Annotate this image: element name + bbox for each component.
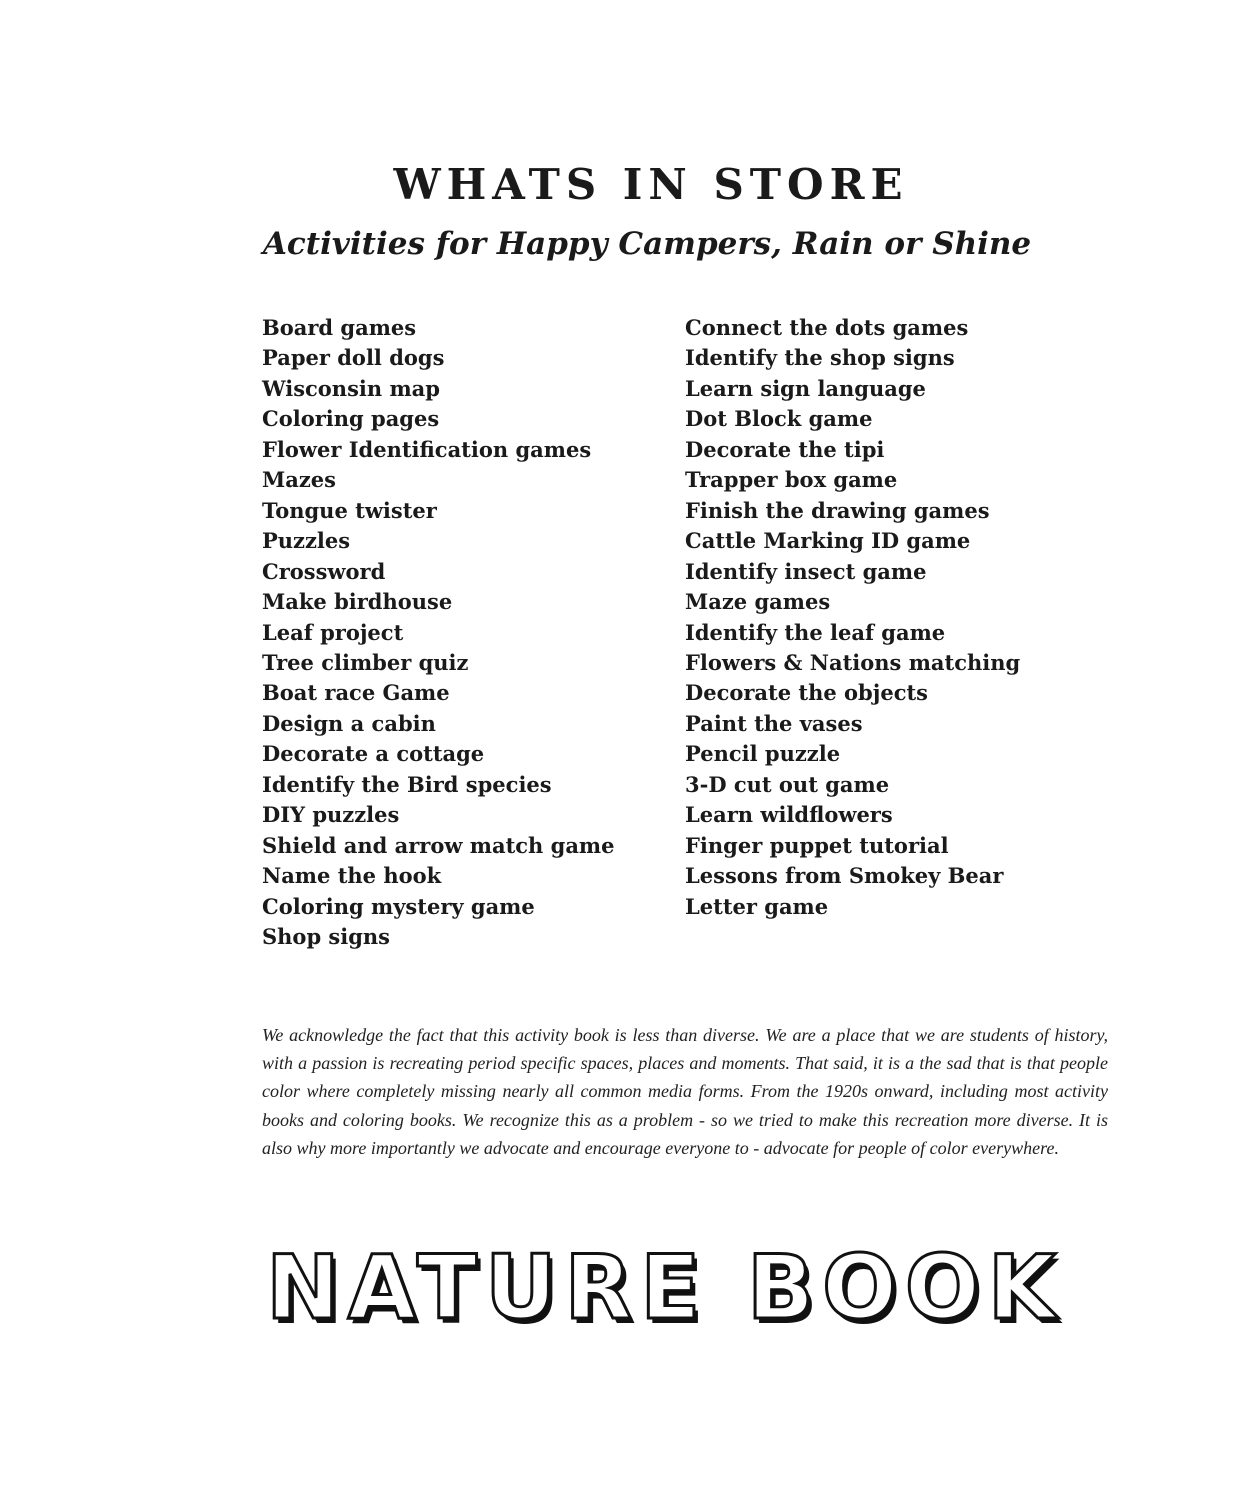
activity-list-item: Tree climber quiz bbox=[262, 649, 469, 675]
activity-list-item: Flower Identification games bbox=[262, 436, 592, 462]
activity-list-item: Puzzles bbox=[262, 528, 351, 554]
activity-list-item: Decorate a cottage bbox=[262, 741, 485, 767]
activity-list-item: Decorate the objects bbox=[685, 680, 929, 706]
activity-list-item: Finger puppet tutorial bbox=[685, 832, 949, 858]
activity-list-item: Connect the dots games bbox=[685, 315, 969, 340]
activity-list-item: Finish the drawing games bbox=[685, 497, 990, 523]
activity-list-item: Boat race Game bbox=[262, 680, 450, 706]
activity-list-item: Leaf project bbox=[262, 619, 404, 645]
page-subtitle: Activities for Happy Campers, Rain or Shine bbox=[262, 226, 1032, 262]
diversity-note: We acknowledge the fact that this activity book is less than diverse. We are a place that we are students of history, with a passion is recreating period specific spaces, places and moments. That said, it is a the sad that is that people color where completely missing nearly all common media forms. From the 1920s onward, including most activity books and coloring books. We recognize this as a problem - so we tried to make this recreation more diverse. It is also why more importantly we advocate and encourage everyone to - advocate for people of color everywhere. bbox=[262, 1025, 1108, 1158]
activity-list-item: Identify insect game bbox=[685, 558, 927, 584]
activity-list-item: Decorate the tipi bbox=[685, 436, 885, 462]
activity-list-item: Coloring pages bbox=[262, 406, 440, 432]
activity-list-item: Lessons from Smokey Bear bbox=[685, 863, 1004, 889]
activity-list-item: 3-D cut out game bbox=[685, 771, 890, 797]
activity-list-item: DIY puzzles bbox=[262, 802, 400, 828]
activity-list-item: Learn sign language bbox=[685, 375, 926, 401]
activity-list-item: Shop signs bbox=[262, 924, 391, 950]
activity-list-item: Dot Block game bbox=[685, 406, 873, 432]
activity-list-item: Identify the shop signs bbox=[685, 345, 955, 371]
nature-book-wordmark: NATURE BOOK bbox=[266, 1236, 1064, 1339]
activity-list-item: Cattle Marking ID game bbox=[685, 528, 971, 554]
activity-list-item: Make birdhouse bbox=[262, 589, 453, 615]
activity-list-right bbox=[685, 313, 1020, 922]
activity-list-item: Name the hook bbox=[262, 863, 442, 889]
activity-list-item: Coloring mystery game bbox=[262, 893, 535, 919]
activity-list-item: Learn wildflowers bbox=[685, 802, 893, 828]
activity-list-item: Identify the Bird species bbox=[262, 771, 552, 797]
activity-list-item: Identify the leaf game bbox=[685, 619, 946, 645]
page-title: WHATS IN STORE bbox=[393, 160, 909, 209]
activity-list-item: Paint the vases bbox=[685, 710, 863, 736]
activity-list-item: Flowers & Nations matching bbox=[685, 649, 1021, 675]
activity-list-item: Letter game bbox=[685, 893, 829, 919]
activity-list-item: Paper doll dogs bbox=[262, 345, 445, 371]
activity-list-item: Pencil puzzle bbox=[685, 741, 841, 767]
activity-list-item: Tongue twister bbox=[262, 497, 437, 523]
activity-list-item: Shield and arrow match game bbox=[262, 832, 615, 858]
activity-list-item: Trapper box game bbox=[685, 467, 898, 493]
activity-list-item: Wisconsin map bbox=[262, 375, 440, 401]
activity-list-left bbox=[262, 313, 615, 953]
activity-list-item: Maze games bbox=[685, 589, 831, 615]
activity-list-item: Board games bbox=[262, 315, 417, 340]
activity-list-item: Design a cabin bbox=[262, 710, 436, 736]
activity-list-item: Crossword bbox=[262, 558, 386, 584]
activity-list-item: Mazes bbox=[262, 467, 336, 493]
